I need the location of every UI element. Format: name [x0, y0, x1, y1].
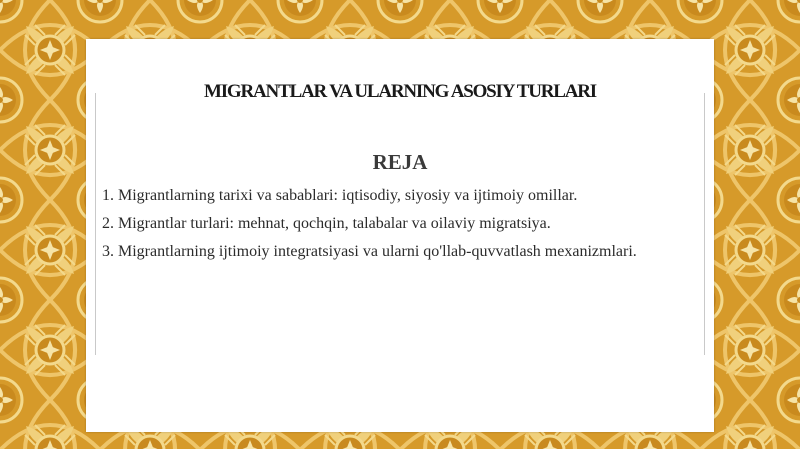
- plan-item-3: 3. Migrantlarning ijtimoiy integratsiyasi va ularni qo'llab-quvvatlash mexanizmlari.: [102, 243, 637, 260]
- plan-heading: REJA: [372, 150, 428, 174]
- plan-item-1: 1. Migrantlarning tarixi va sabablari: iqtisodiy, siyosiy va ijtimoiy omillar.: [102, 187, 578, 204]
- plan-list: [102, 182, 702, 266]
- plan-item-2: 2. Migrantlar turlari: mehnat, qochqin, talabalar va oilaviy migratsiya.: [102, 215, 551, 232]
- slide-title: MIGRANTLAR VA ULARNING ASOSIY TURLARI: [204, 81, 596, 102]
- slide-content-card: [86, 39, 714, 432]
- right-border-line: [704, 93, 705, 355]
- left-border-line: [95, 93, 96, 355]
